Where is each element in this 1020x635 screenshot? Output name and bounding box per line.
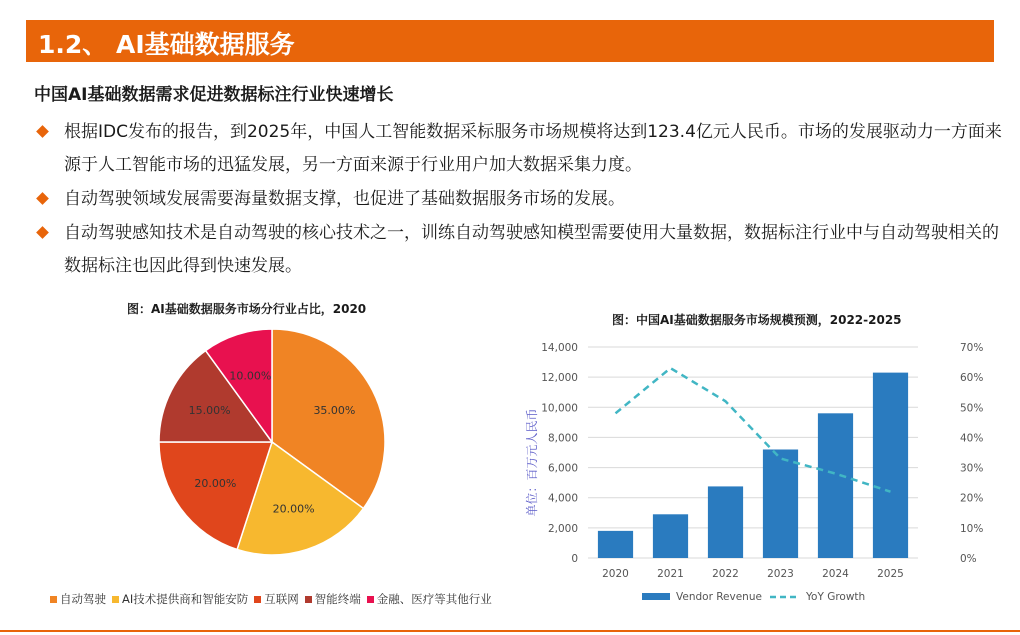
x-tick-label: 2025 (877, 568, 904, 580)
legend-bar-swatch-icon (642, 593, 670, 600)
legend-label: YoY Growth (806, 591, 866, 603)
bullet-text: 根据IDC发布的报告，到2025年，中国人工智能数据采标服务市场规模将达到123.4亿元人民币。市场的发展驱动力一方面来源于人工智能市场的迅猛发展，另一方面来源于行业用户加大数据采集力度。 (64, 122, 1002, 175)
legend-swatch-icon (254, 596, 261, 603)
y2-tick-label: 50% (960, 402, 984, 415)
x-tick-label: 2021 (657, 568, 684, 580)
y2-tick-label: 40% (960, 432, 984, 445)
bullet-item (36, 183, 996, 216)
pie-legend-label: 金融、医疗等其他行业 (376, 592, 492, 606)
bar-chart-title: 图：中国AI基础数据服务市场规模预测，2022-2025 (612, 313, 902, 327)
y-tick-label: 0 (571, 553, 578, 565)
y2-tick-label: 30% (960, 462, 984, 475)
footer-divider (0, 630, 1020, 632)
y-tick-label: 8,000 (547, 432, 578, 445)
pie-legend-label: 智能终端 (314, 592, 361, 606)
legend-swatch-icon (112, 596, 119, 603)
pie-chart (140, 318, 400, 568)
y2-tick-label: 70% (960, 342, 984, 354)
pie-legend-label: 互联网 (264, 592, 299, 606)
x-tick-label: 2022 (712, 568, 739, 580)
bar (818, 413, 853, 558)
pie-slice-label: 20.00% (194, 477, 237, 491)
pie-legend-item (50, 591, 106, 607)
pie-legend-item (367, 591, 492, 607)
pie-slice-label: 15.00% (188, 404, 231, 418)
legend-swatch-icon (305, 596, 312, 603)
legend-swatch-icon (50, 596, 57, 603)
x-tick-label: 2024 (822, 568, 849, 580)
y2-tick-label: 60% (960, 372, 984, 385)
bullet-text: 自动驾驶感知技术是自动驾驶的核心技术之一，训练自动驾驶感知模型需要使用大量数据，数据标注行业中与自动驾驶相关的数据标注也因此得到快速发展。 (64, 223, 999, 276)
x-tick-label: 2020 (602, 568, 629, 580)
section-header-bar (26, 20, 994, 62)
pie-legend (50, 591, 498, 607)
y-tick-label: 12,000 (541, 372, 578, 385)
pie-legend-item (112, 591, 248, 607)
legend-label: Vendor Revenue (676, 591, 762, 603)
diamond-bullet-icon (36, 125, 49, 138)
diamond-bullet-icon (36, 192, 49, 205)
x-tick-label: 2023 (767, 568, 794, 580)
pie-legend-item (305, 591, 361, 607)
pie-legend-label: AI技术提供商和智能安防 (122, 592, 249, 606)
section-title: 1.2、 AI基础数据服务 (38, 30, 295, 59)
y2-tick-label: 0% (960, 553, 977, 565)
y-tick-label: 6,000 (547, 462, 578, 475)
y-axis-label: 单位：百万元人民币 (525, 408, 539, 517)
y-tick-label: 14,000 (541, 342, 578, 354)
bar (708, 486, 743, 558)
y2-tick-label: 20% (960, 492, 984, 505)
pie-slice-label: 35.00% (313, 404, 356, 418)
y-tick-label: 4,000 (547, 492, 578, 505)
diamond-bullet-icon (36, 226, 49, 239)
bar (598, 531, 633, 558)
bar (763, 449, 798, 558)
y-tick-label: 2,000 (547, 522, 578, 535)
page-subtitle: 中国AI基础数据需求促进数据标注行业快速增长 (34, 85, 394, 105)
bar (873, 373, 908, 558)
legend-swatch-icon (367, 596, 374, 603)
pie-legend-item (254, 591, 299, 607)
pie-chart-title: 图：AI基础数据服务市场分行业占比，2020 (127, 302, 367, 316)
bar (653, 514, 688, 558)
y2-tick-label: 10% (960, 522, 984, 535)
pie-legend-label: 自动驾驶 (60, 592, 106, 606)
bar-chart (520, 335, 1000, 610)
bullet-item (36, 116, 1002, 182)
bullet-text: 自动驾驶领域发展需要海量数据支撑，也促进了基础数据服务市场的发展。 (64, 189, 625, 209)
pie-slice-label: 20.00% (272, 502, 315, 516)
bullet-item (36, 217, 999, 283)
pie-slice-label: 10.00% (229, 369, 272, 383)
y-tick-label: 10,000 (541, 402, 578, 415)
